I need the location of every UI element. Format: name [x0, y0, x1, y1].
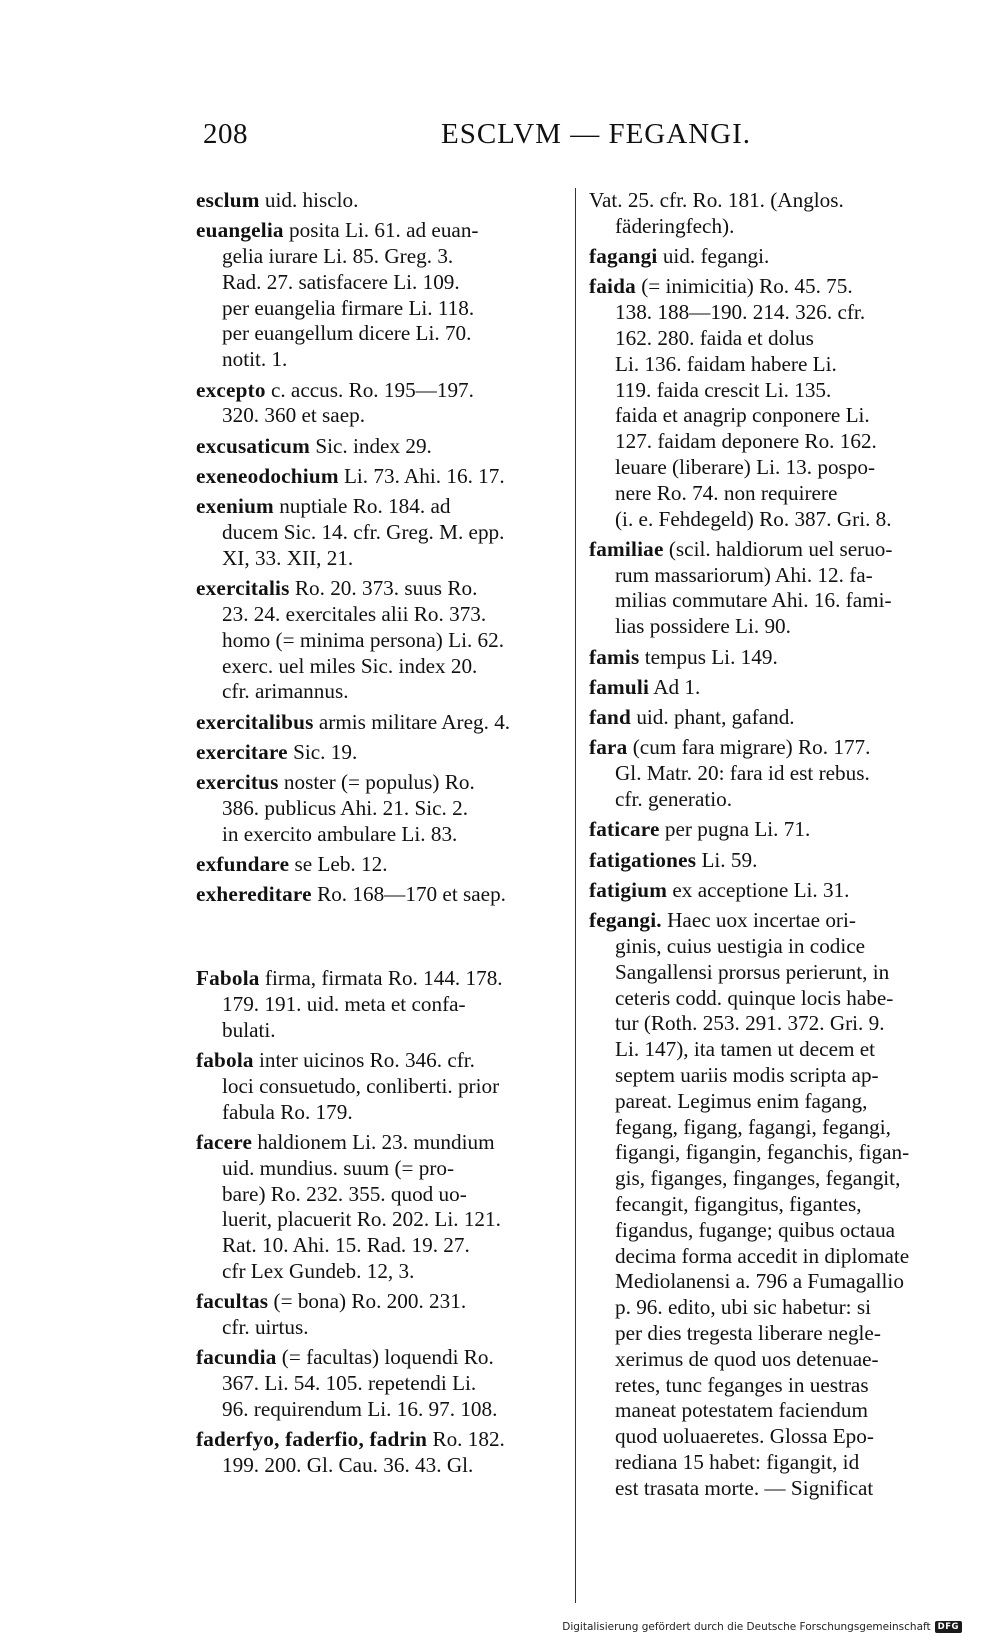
page-header [203, 118, 763, 158]
dictionary-entry [196, 882, 566, 908]
entry-text: armis militare Areg. 4. [318, 709, 511, 734]
entry-lemma: exercitus [196, 770, 279, 795]
entry-text: firma, firmata Ro. 144. 178. 179. 191. uid. meta et confa- bulati. [222, 966, 503, 1042]
right-column [589, 188, 949, 1506]
dictionary-entry [196, 378, 566, 430]
dictionary-entry [196, 494, 566, 571]
entry-text: Ro. 20. 373. suus Ro. 23. 24. exercitales alii Ro. 373. homo (= minima persona) Li. 62. exerc. uel miles Sic. index 20. cfr. arimannus. [222, 576, 505, 704]
entry-lemma: excepto [196, 377, 266, 402]
entry-text: (cum fara migrare) Ro. 177. Gl. Matr. 20: fara id est rebus. cfr. generatio. [615, 735, 871, 812]
dictionary-entry [196, 1345, 566, 1422]
entry-text: posita Li. 61. ad euan- gelia iurare Li. 85. Greg. 3. Rad. 27. satisfacere Li. 109. per euangelia firmare Li. 118. per euangellum dicere Li. 70. notit. 1. [222, 218, 479, 372]
entry-lemma: exeneodochium [196, 463, 339, 488]
entry-text: uid. hisclo. [264, 188, 359, 212]
entry-text: Ro. 168—170 et saep. [317, 882, 506, 907]
entry-lemma: famuli [589, 674, 650, 699]
entry-lemma: faida [589, 274, 636, 299]
dictionary-entry [589, 188, 949, 240]
dictionary-entry [196, 740, 566, 766]
entry-lemma: esclum [196, 188, 260, 212]
left-column [196, 188, 566, 1483]
entry-text: Sic. 19. [293, 739, 358, 764]
entry-text: (scil. haldiorum uel seruo- rum massariorum) Ahi. 12. fa- milias commutare Ahi. 16. fami- lias possidere Li. 90. [615, 536, 893, 639]
entry-text: Sic. index 29. [315, 433, 432, 458]
column-divider [575, 188, 576, 1603]
dictionary-entry [589, 645, 949, 671]
entry-lemma: exhereditare [196, 882, 312, 907]
dictionary-entry [196, 188, 566, 214]
entry-lemma: facultas [196, 1289, 269, 1314]
entry-lemma: fara [589, 735, 628, 760]
entry-lemma: facere [196, 1130, 253, 1154]
entry-text: inter uicinos Ro. 346. cfr. loci consuetudo, conliberti. prior fabula Ro. 179. [222, 1048, 500, 1124]
entry-text: (= inimicitia) Ro. 45. 75. 138. 188—190. 214. 326. cfr. 162. 280. faida et dolus Li. 136. faidam habere Li. 119. faida crescit Li. 135. faida et anagrip conponere Li. 127. faidam deponere Ro. 162. leuare (liberare) Li. 13. pospo- nere Ro. 74. non requirere (i. e. Fehdegeld) Ro. 387. Gri. 8. [615, 274, 892, 531]
entry-lemma: faticare [589, 817, 660, 842]
entry-text: Ro. 182. 199. 200. Gl. Cau. 36. 43. Gl. [222, 1427, 505, 1478]
entry-text: uid. fegangi. [662, 244, 770, 269]
dictionary-entry [196, 464, 566, 490]
entry-lemma: exercitalibus [196, 709, 314, 734]
dictionary-entry [196, 1048, 566, 1125]
entry-text: c. accus. Ro. 195—197. 320. 360 et saep. [222, 377, 474, 428]
entry-lemma: facundia [196, 1345, 277, 1370]
dictionary-entry [196, 434, 566, 460]
running-title: ESCLVM — FEGANGI. [441, 118, 751, 150]
entry-lemma: faderfyo, faderfio, fadrin [196, 1427, 428, 1452]
dictionary-entry [196, 852, 566, 878]
entry-text: Haec uox incertae ori- ginis, cuius uestigia in codice Sangallensi prorsus perierunt, in ceteris codd. quinque locis habe- tur (Roth. 253. 291. 372. Gri. 9. Li. 147), ita tamen ut decem et septem uariis modis scripta ap- pareat. Legimus enim fagang, fegang, figang, fagangi, fegangi, figangi, figangin, feganchis, figan- gis, figanges, finganges, fegangit, fecangit, figangitus, figantes, figandus, fugange; quibus octaua decima forma accedit in diplomate Mediolanensi a. 796 a Fumagallio p. 96. edito, ubi sic habetur: si per dies tregesta liberare negle- xerimus de quod uos detenuae- retes, tunc feganges in uestras maneat potestatem faciendum quod uoluaeretes. Glossa Epo- rediana 15 habet: figangit, id est trasata morte. — Significat [615, 908, 910, 1500]
dictionary-entry [589, 878, 949, 904]
entry-lemma: exfundare [196, 852, 290, 877]
footer-credit [562, 1621, 962, 1633]
entry-lemma: exenium [196, 494, 274, 519]
entry-lemma: euangelia [196, 218, 284, 243]
entry-text: nuptiale Ro. 184. ad ducem Sic. 14. cfr. Greg. M. epp. XI, 33. XII, 21. [222, 494, 505, 570]
dictionary-entry [196, 218, 566, 373]
entry-text: Li. 73. Ahi. 16. 17. [343, 463, 505, 488]
entry-lemma: excusaticum [196, 433, 311, 458]
dictionary-entry [196, 966, 566, 1043]
dictionary-entry [589, 274, 949, 532]
entry-lemma: fatigationes [589, 847, 697, 872]
entry-lemma: fagangi [589, 244, 658, 269]
entry-lemma: exercitare [196, 739, 288, 764]
entry-lemma: exercitalis [196, 576, 290, 601]
entry-text: Ad 1. [653, 674, 701, 699]
entry-text: uid. phant, gafand. [636, 705, 795, 730]
dictionary-entry [589, 244, 949, 270]
entry-text: (= facultas) loquendi Ro. 367. Li. 54. 105. repetendi Li. 96. requirendum Li. 16. 97. 108. [222, 1345, 498, 1421]
entry-text: noster (= populus) Ro. 386. publicus Ahi. 21. Sic. 2. in exercito ambulare Li. 83. [222, 770, 475, 846]
entry-text: per pugna Li. 71. [664, 817, 811, 842]
dictionary-entry [589, 817, 949, 843]
entry-text: Li. 59. [701, 847, 758, 872]
entry-lemma: fabola [196, 1048, 254, 1073]
entry-text: se Leb. 12. [294, 852, 388, 877]
dictionary-entry [589, 908, 949, 1501]
dfg-logo: DFG [935, 1621, 962, 1633]
page-number: 208 [203, 118, 248, 150]
footer-credit-text: Digitalisierung gefördert durch die Deutsche Forschungsgemeinschaft [562, 1621, 931, 1633]
entry-text: tempus Li. 149. [644, 644, 778, 669]
dictionary-entry [589, 735, 949, 812]
entry-text: (= bona) Ro. 200. 231. cfr. uirtus. [222, 1289, 467, 1340]
dictionary-entry [196, 1130, 566, 1285]
dictionary-entry [589, 705, 949, 731]
dictionary-entry [196, 1289, 566, 1341]
dictionary-entry [589, 675, 949, 701]
entry-lemma: famis [589, 644, 640, 669]
entry-lemma: fatigium [589, 877, 668, 902]
dictionary-entry [196, 1427, 566, 1479]
entry-text: ex acceptione Li. 31. [672, 877, 850, 902]
dictionary-entry [589, 537, 949, 640]
dictionary-entry [589, 848, 949, 874]
dictionary-entry [196, 770, 566, 847]
entry-text: haldionem Li. 23. mundium uid. mundius. suum (= pro- bare) Ro. 232. 355. quod uo- luerit, placuerit Ro. 202. Li. 121. Rat. 10. Ahi. 15. Rad. 19. 27. cfr Lex Gundeb. 12, 3. [222, 1130, 501, 1283]
dictionary-entry [196, 710, 566, 736]
entry-lemma: fegangi. [589, 908, 662, 933]
entry-lemma: familiae [589, 536, 664, 561]
dictionary-entry [196, 576, 566, 705]
entry-lemma: Fabola [196, 966, 260, 991]
entry-text: Vat. 25. cfr. Ro. 181. (Anglos. fäderingfech). [589, 188, 844, 238]
entry-lemma: fand [589, 705, 632, 730]
